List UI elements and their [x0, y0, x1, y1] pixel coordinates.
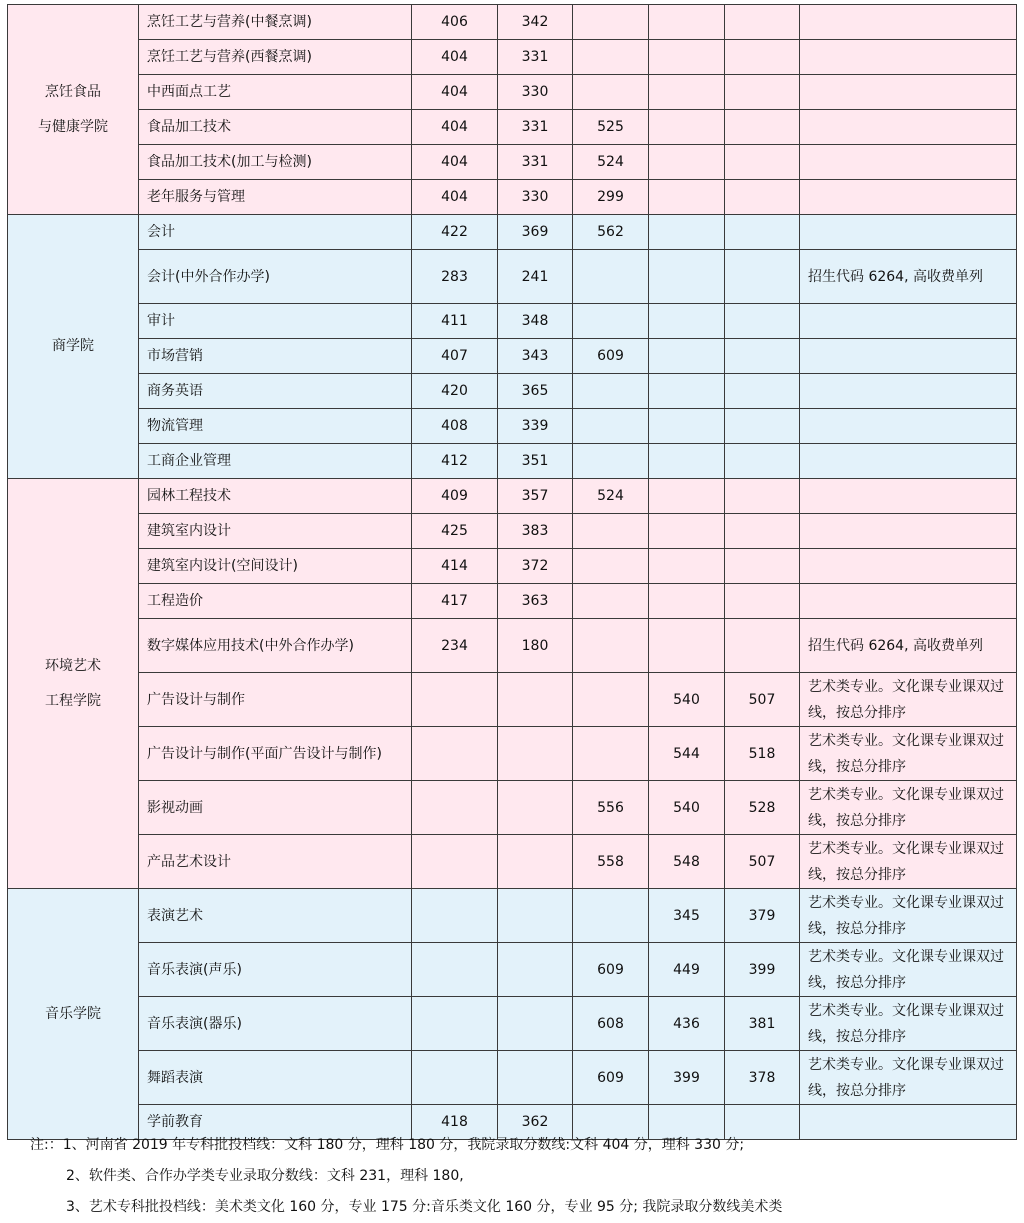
score-cell-3: [573, 40, 649, 75]
score-cell-5: [725, 145, 800, 180]
score-cell-4: [649, 304, 725, 339]
score-cell-2: 357: [498, 479, 573, 514]
remark-cell: [800, 215, 1017, 250]
major-name-cell: 商务英语: [139, 374, 412, 409]
table-row: [8, 943, 1017, 997]
score-cell-1: 425: [412, 514, 498, 549]
remark-cell: [800, 5, 1017, 40]
major-name-cell: 食品加工技术(加工与检测): [139, 145, 412, 180]
remark-cell: [800, 409, 1017, 444]
score-cell-5: 528: [725, 781, 800, 835]
remark-cell: [800, 584, 1017, 619]
remark-cell: [800, 374, 1017, 409]
score-cell-2: [498, 889, 573, 943]
score-cell-5: [725, 215, 800, 250]
remark-cell: [800, 514, 1017, 549]
score-cell-3: 556: [573, 781, 649, 835]
footnote-2: 2、软件类、合作办学类专业录取分数线：文科 231，理科 180,: [66, 1168, 464, 1184]
score-cell-1: 404: [412, 110, 498, 145]
score-cell-2: 351: [498, 444, 573, 479]
score-cell-4: [649, 619, 725, 673]
remark-cell: [800, 304, 1017, 339]
major-name-cell: 产品艺术设计: [139, 835, 412, 889]
score-cell-2: [498, 1051, 573, 1105]
score-cell-1: 283: [412, 250, 498, 304]
score-cell-4: 548: [649, 835, 725, 889]
college-name-line: 商学院: [52, 338, 94, 354]
college-name-cell: [8, 889, 139, 1140]
table-row: [8, 997, 1017, 1051]
major-name-cell: 音乐表演(器乐): [139, 997, 412, 1051]
major-name-cell: 广告设计与制作(平面广告设计与制作): [139, 727, 412, 781]
score-cell-2: 363: [498, 584, 573, 619]
score-cell-2: 383: [498, 514, 573, 549]
score-cell-4: [649, 479, 725, 514]
score-cell-1: 408: [412, 409, 498, 444]
major-name-cell: 烹饪工艺与营养(西餐烹调): [139, 40, 412, 75]
score-cell-3: [573, 409, 649, 444]
score-cell-5: 507: [725, 835, 800, 889]
score-cell-1: 404: [412, 145, 498, 180]
score-cell-4: [649, 549, 725, 584]
score-cell-4: [649, 409, 725, 444]
table-row: [8, 215, 1017, 250]
score-cell-4: [649, 374, 725, 409]
college-name-line: 烹饪食品: [45, 83, 101, 100]
score-cell-5: [725, 409, 800, 444]
table-row: [8, 5, 1017, 40]
score-cell-2: 348: [498, 304, 573, 339]
score-cell-3: [573, 514, 649, 549]
remark-cell: [800, 444, 1017, 479]
major-name-cell: 审计: [139, 304, 412, 339]
score-cell-4: [649, 40, 725, 75]
score-cell-1: 404: [412, 40, 498, 75]
score-cell-1: 420: [412, 374, 498, 409]
table-row: [8, 584, 1017, 619]
score-cell-5: [725, 514, 800, 549]
score-cell-2: 330: [498, 180, 573, 215]
score-cell-2: 241: [498, 250, 573, 304]
score-cell-3: 299: [573, 180, 649, 215]
score-cell-2: [498, 997, 573, 1051]
score-cell-2: [498, 835, 573, 889]
score-cell-2: 369: [498, 215, 573, 250]
score-cell-3: [573, 304, 649, 339]
remark-cell: 艺术类专业。文化课专业课双过线，按总分排序: [800, 781, 1017, 835]
score-cell-3: [573, 889, 649, 943]
remark-cell: [800, 1105, 1017, 1140]
footnotes: [30, 1130, 782, 1223]
score-cell-1: [412, 889, 498, 943]
score-cell-1: [412, 943, 498, 997]
score-cell-3: [573, 584, 649, 619]
score-cell-2: 339: [498, 409, 573, 444]
score-cell-5: [725, 549, 800, 584]
major-name-cell: 会计: [139, 215, 412, 250]
college-name-line: 工程学院: [45, 692, 101, 709]
remark-cell: [800, 110, 1017, 145]
score-cell-4: 449: [649, 943, 725, 997]
footnote-3: 3、艺术专科批投档线：美术类文化 160 分，专业 175 分:音乐类文化 160 分，专业 95 分; 我院录取分数线美术类: [66, 1199, 783, 1215]
score-cell-5: [725, 250, 800, 304]
score-cell-3: 608: [573, 997, 649, 1051]
score-cell-2: [498, 781, 573, 835]
score-cell-2: 331: [498, 145, 573, 180]
major-name-cell: 园林工程技术: [139, 479, 412, 514]
table-row: [8, 444, 1017, 479]
score-cell-1: 417: [412, 584, 498, 619]
score-cell-3: [573, 5, 649, 40]
major-name-cell: 工程造价: [139, 584, 412, 619]
score-cell-2: 180: [498, 619, 573, 673]
score-cell-3: 609: [573, 943, 649, 997]
remark-cell: 艺术类专业。文化课专业课双过线，按总分排序: [800, 943, 1017, 997]
score-cell-5: [725, 40, 800, 75]
table-row: [8, 889, 1017, 943]
table-row: [8, 1051, 1017, 1105]
score-cell-4: [649, 514, 725, 549]
remark-cell: 招生代码 6264, 高收费单列: [800, 619, 1017, 673]
table-row: [8, 75, 1017, 110]
score-cell-5: [725, 5, 800, 40]
score-cell-1: 234: [412, 619, 498, 673]
table-row: [8, 781, 1017, 835]
score-cell-4: [649, 5, 725, 40]
score-cell-4: [649, 444, 725, 479]
remark-cell: 艺术类专业。文化课专业课双过线，按总分排序: [800, 727, 1017, 781]
score-cell-2: 342: [498, 5, 573, 40]
major-name-cell: 数字媒体应用技术(中外合作办学): [139, 619, 412, 673]
remark-cell: 艺术类专业。文化课专业课双过线，按总分排序: [800, 997, 1017, 1051]
score-cell-3: 609: [573, 1051, 649, 1105]
score-cell-1: [412, 781, 498, 835]
score-cell-2: [498, 673, 573, 727]
score-cell-3: 524: [573, 145, 649, 180]
score-cell-4: 540: [649, 673, 725, 727]
score-cell-5: 518: [725, 727, 800, 781]
score-cell-3: [573, 549, 649, 584]
score-cell-5: 399: [725, 943, 800, 997]
table-row: [8, 374, 1017, 409]
college-name-line: 与健康学院: [38, 118, 108, 135]
score-cell-3: [573, 673, 649, 727]
score-cell-1: 412: [412, 444, 498, 479]
score-cell-5: [725, 444, 800, 479]
score-cell-3: [573, 374, 649, 409]
table-row: [8, 549, 1017, 584]
score-cell-4: [649, 145, 725, 180]
table-row: [8, 673, 1017, 727]
score-cell-4: [649, 215, 725, 250]
major-name-cell: 中西面点工艺: [139, 75, 412, 110]
score-cell-2: [498, 943, 573, 997]
score-cell-3: 558: [573, 835, 649, 889]
score-cell-1: 409: [412, 479, 498, 514]
major-name-cell: 影视动画: [139, 781, 412, 835]
score-cell-5: 381: [725, 997, 800, 1051]
table-row: [8, 110, 1017, 145]
score-cell-1: 411: [412, 304, 498, 339]
score-cell-2: 330: [498, 75, 573, 110]
remark-cell: 艺术类专业。文化课专业课双过线，按总分排序: [800, 1051, 1017, 1105]
score-cell-5: [725, 180, 800, 215]
score-cell-5: [725, 479, 800, 514]
score-cell-3: 524: [573, 479, 649, 514]
remark-cell: [800, 75, 1017, 110]
score-cell-4: [649, 180, 725, 215]
score-cell-1: 407: [412, 339, 498, 374]
score-cell-4: [649, 250, 725, 304]
score-cell-5: [725, 339, 800, 374]
table-row: [8, 145, 1017, 180]
major-name-cell: 音乐表演(声乐): [139, 943, 412, 997]
remark-cell: 艺术类专业。文化课专业课双过线，按总分排序: [800, 835, 1017, 889]
score-cell-4: 345: [649, 889, 725, 943]
score-cell-5: [725, 75, 800, 110]
table-row: [8, 514, 1017, 549]
admission-score-table: [7, 4, 1017, 1140]
footnote-1: 注:：1、河南省 2019 年专科批投档线：文科 180 分，理科 180 分，我院录取分数线:文科 404 分，理科 330 分;: [30, 1137, 745, 1153]
score-cell-4: 399: [649, 1051, 725, 1105]
major-name-cell: 广告设计与制作: [139, 673, 412, 727]
score-cell-4: [649, 110, 725, 145]
major-name-cell: 建筑室内设计: [139, 514, 412, 549]
score-cell-1: [412, 1051, 498, 1105]
score-cell-1: 422: [412, 215, 498, 250]
score-cell-4: [649, 584, 725, 619]
score-cell-2: 362: [498, 1105, 573, 1140]
score-cell-1: 404: [412, 180, 498, 215]
score-cell-2: [498, 727, 573, 781]
score-cell-2: 365: [498, 374, 573, 409]
score-cell-5: 507: [725, 673, 800, 727]
major-name-cell: 表演艺术: [139, 889, 412, 943]
remark-cell: [800, 549, 1017, 584]
score-cell-5: [725, 304, 800, 339]
score-cell-5: [725, 619, 800, 673]
score-cell-2: 343: [498, 339, 573, 374]
score-cell-3: 525: [573, 110, 649, 145]
score-cell-3: 562: [573, 215, 649, 250]
score-cell-5: 378: [725, 1051, 800, 1105]
table-row: [8, 619, 1017, 673]
remark-cell: 招生代码 6264, 高收费单列: [800, 250, 1017, 304]
score-cell-2: 331: [498, 110, 573, 145]
score-cell-3: [573, 619, 649, 673]
score-cell-1: 418: [412, 1105, 498, 1140]
score-cell-1: 406: [412, 5, 498, 40]
major-name-cell: 会计(中外合作办学): [139, 250, 412, 304]
college-name-line: 环境艺术: [45, 657, 101, 674]
remark-cell: [800, 180, 1017, 215]
remark-cell: [800, 479, 1017, 514]
score-cell-4: [649, 339, 725, 374]
major-name-cell: 舞蹈表演: [139, 1051, 412, 1105]
major-name-cell: 老年服务与管理: [139, 180, 412, 215]
score-cell-3: [573, 727, 649, 781]
score-cell-1: [412, 997, 498, 1051]
table-row: [8, 409, 1017, 444]
table-row: [8, 727, 1017, 781]
college-name-line: 音乐学院: [45, 1005, 101, 1022]
score-cell-1: [412, 727, 498, 781]
score-cell-5: 379: [725, 889, 800, 943]
score-cell-4: 436: [649, 997, 725, 1051]
score-cell-5: [725, 584, 800, 619]
remark-cell: 艺术类专业。文化课专业课双过线，按总分排序: [800, 673, 1017, 727]
major-name-cell: 学前教育: [139, 1105, 412, 1140]
table-row: [8, 180, 1017, 215]
remark-cell: [800, 339, 1017, 374]
table-row: [8, 835, 1017, 889]
table-row: [8, 479, 1017, 514]
score-cell-2: 331: [498, 40, 573, 75]
major-name-cell: 物流管理: [139, 409, 412, 444]
score-cell-3: [573, 444, 649, 479]
score-cell-5: [725, 110, 800, 145]
score-cell-3: 609: [573, 339, 649, 374]
college-name-cell: [8, 479, 139, 889]
score-cell-4: 540: [649, 781, 725, 835]
major-name-cell: 市场营销: [139, 339, 412, 374]
remark-cell: [800, 40, 1017, 75]
score-cell-4: 544: [649, 727, 725, 781]
score-cell-5: [725, 374, 800, 409]
table-row: [8, 250, 1017, 304]
score-cell-1: 404: [412, 75, 498, 110]
score-cell-4: [649, 75, 725, 110]
major-name-cell: 工商企业管理: [139, 444, 412, 479]
major-name-cell: 烹饪工艺与营养(中餐烹调): [139, 5, 412, 40]
major-name-cell: 建筑室内设计(空间设计): [139, 549, 412, 584]
remark-cell: 艺术类专业。文化课专业课双过线，按总分排序: [800, 889, 1017, 943]
score-cell-1: [412, 673, 498, 727]
remark-cell: [800, 145, 1017, 180]
college-name-cell: [8, 215, 139, 479]
score-cell-1: 414: [412, 549, 498, 584]
score-cell-2: 372: [498, 549, 573, 584]
score-cell-3: [573, 250, 649, 304]
major-name-cell: 食品加工技术: [139, 110, 412, 145]
table-row: [8, 304, 1017, 339]
table-row: [8, 339, 1017, 374]
college-name-cell: [8, 5, 139, 215]
score-cell-1: [412, 835, 498, 889]
table-row: [8, 40, 1017, 75]
score-cell-3: [573, 75, 649, 110]
